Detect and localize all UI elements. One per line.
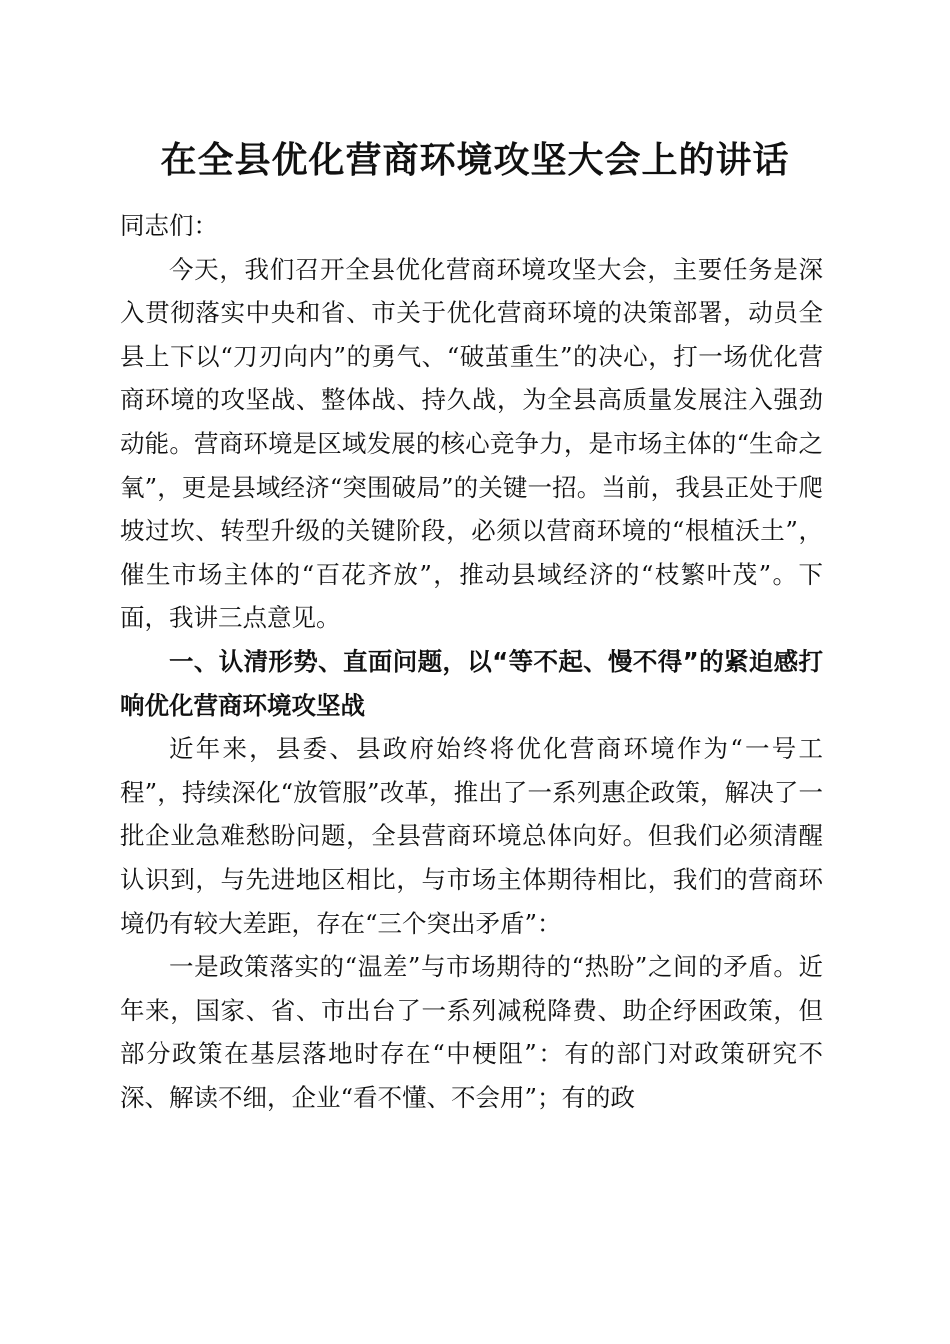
intro-paragraph: 今天，我们召开全县优化营商环境攻坚大会，主要任务是深入贯彻落实中央和省、市关于优化营商环境的决策部署，动员全县上下以“刀刃向内”的勇气、“破茧重生”的决心，打一场优化营商环境的攻坚战、整体战、持久战，为全县高质量发展注入强劲动能。营商环境是区域发展的核心竞争力，是市场主体的“生命之氧”，更是县域经济“突围破局”的关键一招。当前，我县正处于爬坡过坎、转型升级的关键阶段，必须以营商环境的“根植沃土”，催生市场主体的“百花齐放”，推动县域经济的“枝繁叶茂”。下面，我讲三点意见。: [120, 254, 823, 633]
section-paragraph: 近年来，县委、县政府始终将优化营商环境作为“一号工程”，持续深化“放管服”改革，推出了一系列惠企政策，解决了一批企业急难愁盼问题，全县营商环境总体向好。但我们必须清醒认识到，与先进地区相比，与市场主体期待相比，我们的营商环境仍有较大差距，存在“三个突出矛盾”：: [120, 734, 823, 938]
document-title: 在全县优化营商环境攻坚大会上的讲话: [160, 139, 790, 181]
salutation: 同志们：: [120, 211, 218, 240]
section-paragraph: 一是政策落实的“温差”与市场期待的“热盼”之间的矛盾。近年来，国家、省、市出台了一系列减税降费、助企纾困政策，但部分政策在基层落地时存在“中梗阻”：有的部门对政策研究不深、解读不细，企业“看不懂、不会用”；有的政: [120, 952, 823, 1112]
section-heading: 一、认清形势、直面问题，以“等不起、慢不得”的紧迫感打响优化营商环境攻坚战: [120, 646, 823, 720]
document-body: [120, 204, 823, 1119]
